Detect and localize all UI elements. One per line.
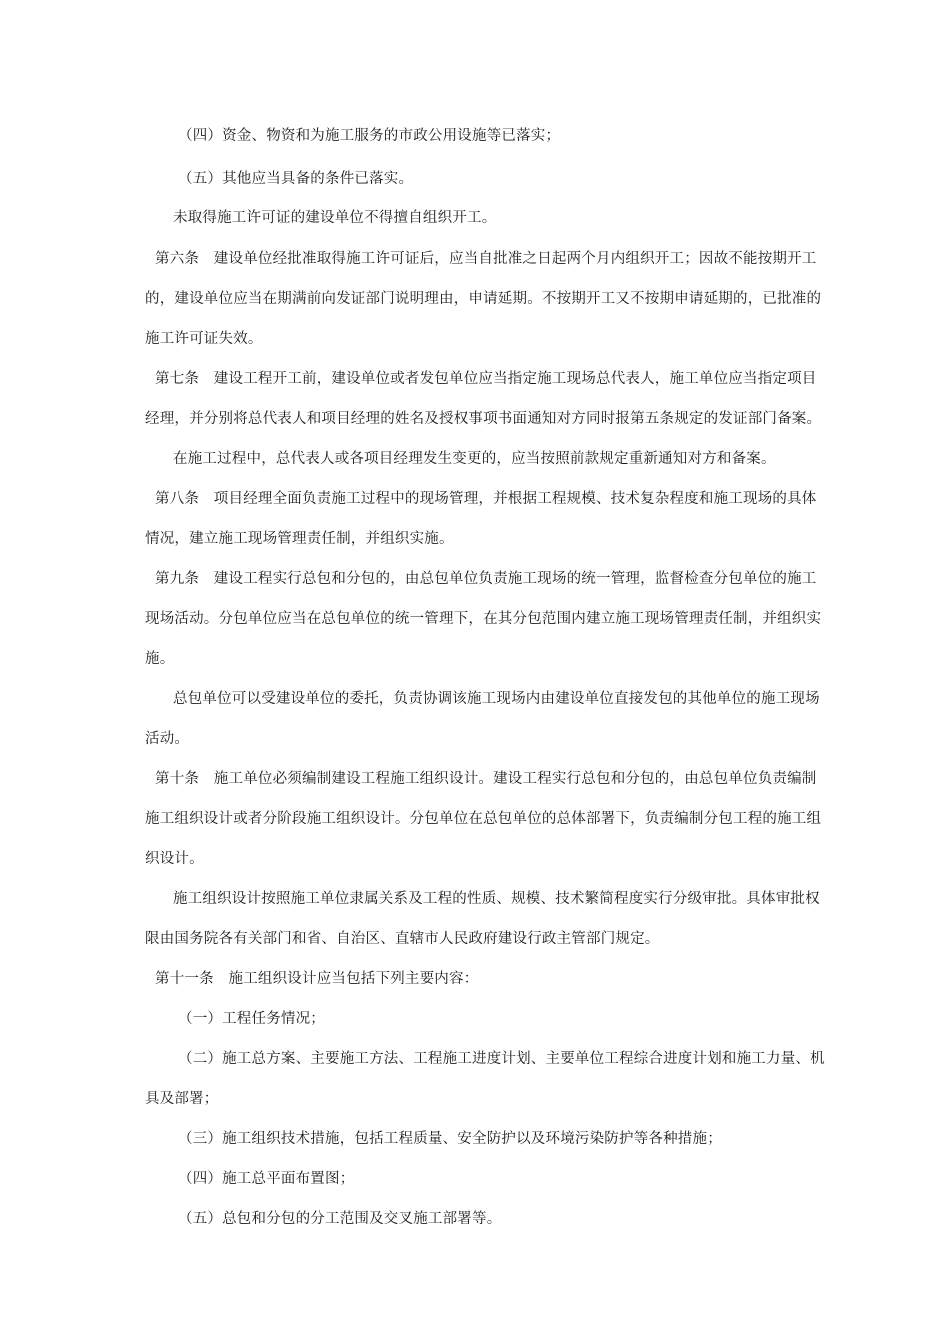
article-9-line-2: 现场活动。分包单位应当在总包单位的统一管理下，在其分包范围内建立施工现场管理责任制，并组织实 [145, 611, 822, 627]
article-6-line-3: 施工许可证失效。 [145, 331, 263, 347]
article-6-line-1: 第六条 建设单位经批准取得施工许可证后，应当自批准之日起两个月内组织开工；因故不能按期开工 [155, 251, 817, 267]
article-9-line-3: 施。 [145, 651, 175, 667]
article-7-line-1: 第七条 建设工程开工前，建设单位或者发包单位应当指定施工现场总代表人，施工单位应当指定项目 [155, 371, 817, 387]
article-11-item-3: （三）施工组织技术措施，包括工程质量、安全防护以及环境污染防护等各种措施； [178, 1131, 722, 1147]
paragraph-no-permit: 未取得施工许可证的建设单位不得擅自组织开工。 [173, 210, 497, 226]
article-10-line-2: 施工组织设计或者分阶段施工组织设计。分包单位在总包单位的总体部署下，负责编制分包工程的施工组 [145, 811, 822, 827]
article-7-line-2: 经理，并分别将总代表人和项目经理的姓名及授权事项书面通知对方同时报第五条规定的发证部门备案。 [145, 411, 822, 427]
article-10-paragraph-2-line-1: 施工组织设计按照施工单位隶属关系及工程的性质、规模、技术繁简程度实行分级审批。具体审批权 [173, 891, 820, 907]
article-9-paragraph-2-line-1: 总包单位可以受建设单位的委托，负责协调该施工现场内由建设单位直接发包的其他单位的施工现场 [173, 691, 820, 707]
article-11-item-4: （四）施工总平面布置图； [178, 1171, 355, 1187]
article-11-item-2-line-1: （二）施工总方案、主要施工方法、工程施工进度计划、主要单位工程综合进度计划和施工力量、机 [178, 1051, 825, 1067]
article-6-line-2: 的，建设单位应当在期满前向发证部门说明理由，申请延期。不按期开工又不按期申请延期的，已批准的 [145, 291, 822, 307]
article-11-item-1: （一）工程任务情况； [178, 1011, 325, 1027]
article-11-heading: 第十一条 施工组织设计应当包括下列主要内容： [155, 971, 479, 987]
article-9-paragraph-2-line-2: 活动。 [145, 731, 190, 747]
article-11-item-2-line-2: 具及部署； [145, 1091, 219, 1107]
item-5-other-conditions: （五）其他应当具备的条件已落实。 [178, 171, 414, 187]
article-10-line-1: 第十条 施工单位必须编制建设工程施工组织设计。建设工程实行总包和分包的，由总包单位负责编制 [155, 771, 817, 787]
article-11-item-5: （五）总包和分包的分工范围及交叉施工部署等。 [178, 1211, 502, 1227]
item-4-funds: （四）资金、物资和为施工服务的市政公用设施等已落实； [178, 128, 561, 144]
article-10-paragraph-2-line-2: 限由国务院各有关部门和省、自治区、直辖市人民政府建设行政主管部门规定。 [145, 931, 660, 947]
article-9-line-1: 第九条 建设工程实行总包和分包的，由总包单位负责施工现场的统一管理，监督检查分包单位的施工 [155, 571, 817, 587]
article-7-paragraph-2: 在施工过程中，总代表人或各项目经理发生变更的，应当按照前款规定重新通知对方和备案。 [173, 451, 776, 467]
article-10-line-3: 织设计。 [145, 851, 204, 867]
article-8-line-2: 情况，建立施工现场管理责任制，并组织实施。 [145, 531, 454, 547]
article-8-line-1: 第八条 项目经理全面负责施工过程中的现场管理，并根据工程规模、技术复杂程度和施工现场的具体 [155, 491, 817, 507]
